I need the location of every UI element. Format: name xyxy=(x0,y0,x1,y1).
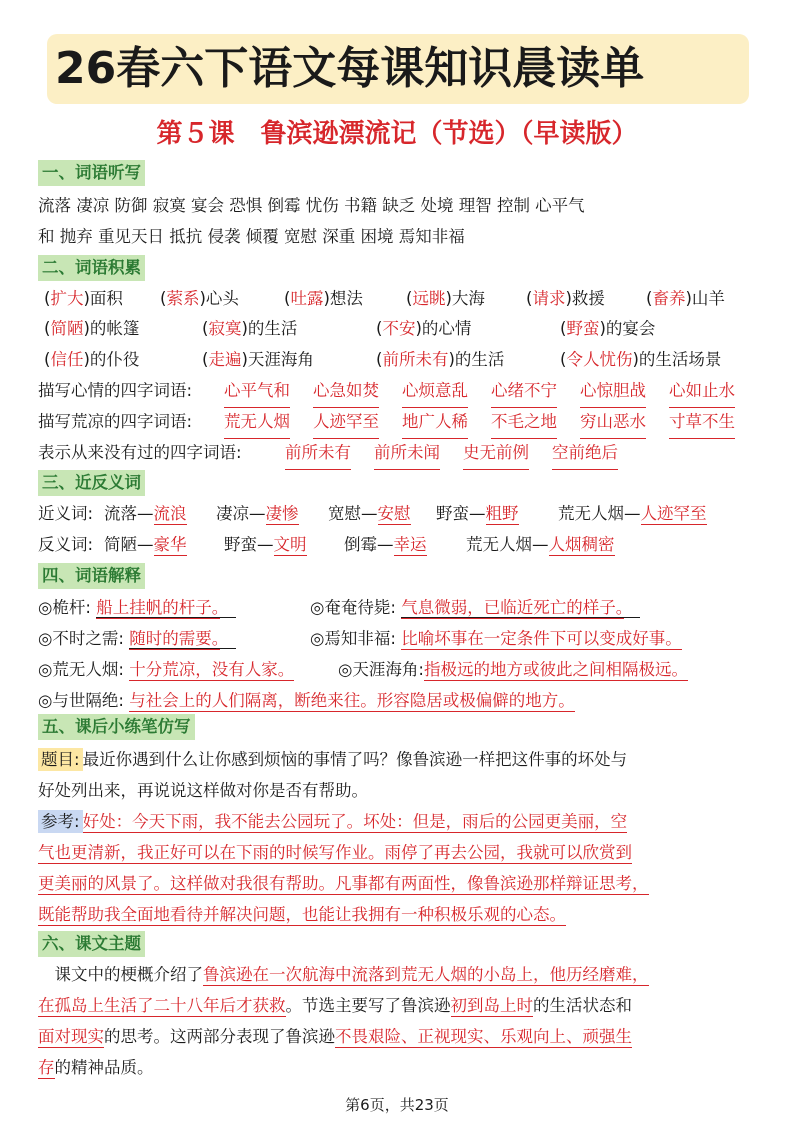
antonym-pair: 简陋—豪华 xyxy=(104,535,187,554)
accumulation-row-1 xyxy=(38,283,760,314)
antonym-row xyxy=(38,529,760,560)
synonym-pair: 荒无人烟—人迹罕至 xyxy=(558,504,707,523)
reference-line-3: 更美丽的风景了。这样做对我很有帮助。凡事都有两面性，像鲁滨逊那样辩证思考， xyxy=(38,874,649,893)
answer-word: 不毛之地 xyxy=(491,406,557,439)
section-heading-accumulation: 二、词语积累 xyxy=(38,255,145,281)
answer-word: 前所未有 xyxy=(285,437,351,470)
desolate-words-row xyxy=(38,406,760,437)
lesson-subtitle: 第５课 鲁滨逊漂流记（节选）（早读版） xyxy=(156,119,638,149)
never-label: 表示从来没有过的四字词语: xyxy=(38,443,242,462)
section-heading-synonyms: 三、近反义词 xyxy=(38,470,145,496)
explanation-item: ◎焉知非福: 比喻坏事在一定条件下可以变成好事。 xyxy=(310,629,682,648)
answer-word: 心如止水 xyxy=(669,375,735,408)
theme-line-4: 存的精神品质。 xyxy=(38,1058,154,1077)
desolate-label: 描写荒凉的四字词语: xyxy=(38,412,193,431)
answer-word: 史无前例 xyxy=(463,437,529,470)
synonym-row xyxy=(38,498,760,529)
answer-word: 寸草不生 xyxy=(669,406,735,439)
answer-word: 空前绝后 xyxy=(552,437,618,470)
explanation-item: ◎天涯海角:指极远的地方或彼此之间相隔极远。 xyxy=(338,660,688,679)
answer-word: 人迹罕至 xyxy=(313,406,379,439)
section-heading-practice: 五、课后小练笔仿写 xyxy=(38,714,195,740)
reference-text: 好处：今天下雨，我不能去公园玩了。坏处：但是，雨后的公园更美丽，空 xyxy=(82,812,628,831)
fill-pair: (前所未有)的生活 xyxy=(376,350,505,369)
antonym-label: 反义词: xyxy=(38,535,94,554)
answer-word: 荒无人烟 xyxy=(224,406,290,439)
explanation-row-2 xyxy=(38,623,760,654)
theme-line-1: 课文中的梗概介绍了鲁滨逊在一次航海中流落到荒无人烟的小岛上，他历经磨难， xyxy=(38,965,649,984)
section-heading-dictation: 一、词语听写 xyxy=(38,160,145,186)
accumulation-row-3 xyxy=(38,344,760,375)
fill-pair: (不安)的心情 xyxy=(376,319,472,338)
reference-tag: 参考: xyxy=(38,810,83,833)
explanation-item: ◎与世隔绝: 与社会上的人们隔离，断绝来往。形容隐居或极偏僻的地方。 xyxy=(38,691,575,710)
dictation-line-2: 和 抛弃 重见天日 抵抗 侵袭 倾覆 宽慰 深重 困境 焉知非福 xyxy=(38,227,465,246)
answer-word: 心绪不宁 xyxy=(491,375,557,408)
explanation-item: ◎不时之需: 随时的需要。 xyxy=(38,623,236,654)
answer-word: 心急如焚 xyxy=(313,375,379,408)
question-line-2: 好处列出来，再说说这样做对你是否有帮助。 xyxy=(38,781,368,800)
answer-word: 前所未闻 xyxy=(374,437,440,470)
synonym-pair: 宽慰—安慰 xyxy=(328,504,411,523)
explanation-item: ◎桅杆: 船上挂帆的杆子。 xyxy=(38,592,236,623)
fill-pair: (信任)的仆役 xyxy=(44,350,140,369)
answer-word: 心烦意乱 xyxy=(402,375,468,408)
answer-word: 穷山恶水 xyxy=(580,406,646,439)
reference-line-4: 既能帮助我全面地看待并解决问题，也能让我拥有一种积极乐观的心态。 xyxy=(38,905,566,924)
answer-word: 心惊胆战 xyxy=(580,375,646,408)
synonym-pair: 野蛮—粗野 xyxy=(436,504,519,523)
fill-pair: (吐露)想法 xyxy=(284,289,363,308)
question-tag: 题目: xyxy=(38,748,83,771)
fill-pair: (走遍)天涯海角 xyxy=(202,350,314,369)
dictation-line-1: 流落 凄凉 防御 寂寞 宴会 恐惧 倒霉 忧伤 书籍 缺乏 处境 理智 控制 心平气 xyxy=(38,196,585,215)
accumulation-row-2 xyxy=(38,313,760,344)
explanation-item: ◎奄奄待毙: 气息微弱，已临近死亡的样子。 xyxy=(310,592,640,623)
explanation-row-1 xyxy=(38,592,760,623)
explanation-row-3 xyxy=(38,654,760,685)
fill-pair: (令人忧伤)的生活场景 xyxy=(560,350,722,369)
synonym-pair: 凄凉—凄惨 xyxy=(216,504,299,523)
theme-line-3: 面对现实的思考。这两部分表现了鲁滨逊不畏艰险、正视现实、乐观向上、顽强生 xyxy=(38,1027,632,1046)
fill-pair: (请求)救援 xyxy=(526,289,605,308)
fill-pair: (扩大)面积 xyxy=(44,289,123,308)
antonym-pair: 倒霉—幸运 xyxy=(344,535,427,554)
question-text: 最近你遇到什么让你感到烦恼的事情了吗？像鲁滨逊一样把这件事的坏处与 xyxy=(82,750,628,769)
mood-label: 描写心情的四字词语: xyxy=(38,381,193,400)
answer-word: 心平气和 xyxy=(224,375,290,408)
section-heading-theme: 六、课文主题 xyxy=(38,931,145,957)
fill-pair: (野蛮)的宴会 xyxy=(560,319,656,338)
explanation-row-4 xyxy=(38,685,760,716)
question-line-1 xyxy=(38,744,760,775)
never-words-row xyxy=(38,437,760,468)
reference-line-1 xyxy=(38,806,760,837)
fill-pair: (寂寞)的生活 xyxy=(202,319,298,338)
antonym-pair: 荒无人烟—人烟稠密 xyxy=(466,535,615,554)
answer-word: 地广人稀 xyxy=(402,406,468,439)
synonym-pair: 流落—流浪 xyxy=(104,504,187,523)
fill-pair: (简陋)的帐篷 xyxy=(44,319,140,338)
fill-pair: (畜养)山羊 xyxy=(646,289,725,308)
theme-line-2: 在孤岛上生活了二十八年后才获救。节选主要写了鲁滨逊初到岛上时的生活状态和 xyxy=(38,996,632,1015)
page-number: 第6页，共23页 xyxy=(345,1096,449,1114)
synonym-label: 近义词: xyxy=(38,504,94,523)
explanation-item: ◎荒无人烟: 十分荒凉，没有人家。 xyxy=(38,660,295,679)
fill-pair: (远眺)大海 xyxy=(406,289,485,308)
antonym-pair: 野蛮—文明 xyxy=(224,535,307,554)
reference-line-2: 气也更清新，我正好可以在下雨的时候写作业。雨停了再去公园，我就可以欣赏到 xyxy=(38,843,632,862)
fill-pair: (萦系)心头 xyxy=(160,289,239,308)
mood-words-row xyxy=(38,375,760,406)
page-title: 26春六下语文每课知识晨读单 xyxy=(55,43,645,94)
section-heading-explanations: 四、词语解释 xyxy=(38,563,145,589)
